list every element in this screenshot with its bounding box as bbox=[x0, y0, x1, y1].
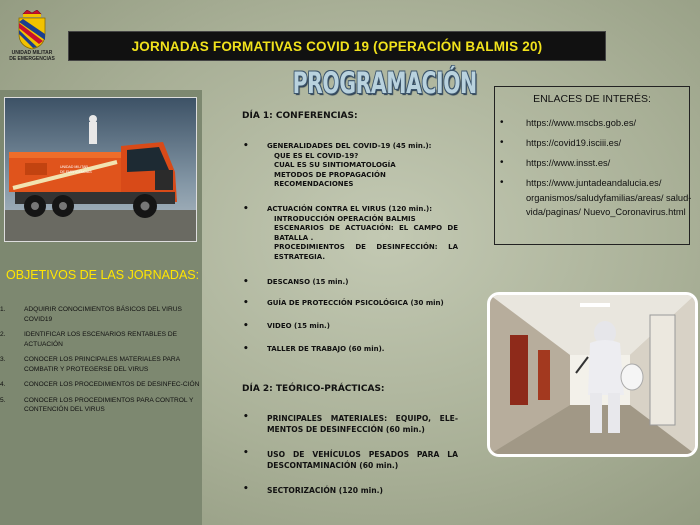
logo-text-2: DE EMERGENCIAS bbox=[9, 56, 55, 62]
list-item: 4. CONOCER LOS PROCEDIMIENTOS DE DESINFEC-CIÓN bbox=[0, 381, 200, 388]
list-item: 5. CONOCER LOS PROCEDIMIENTOS PARA CONTROL Y CONTENCIÓN DEL VIRUS bbox=[0, 396, 194, 413]
objetivos-list bbox=[0, 305, 200, 421]
page-title: JORNADAS FORMATIVAS COVID 19 (OPERACIÓN BALMIS 20) bbox=[131, 38, 543, 54]
enlaces-title: ENLACES DE INTERÉS: bbox=[533, 93, 651, 105]
dia1-title: DÍA 1: CONFERENCIAS: bbox=[242, 111, 358, 121]
list-item: 3. CONOCER LOS PRINCIPALES MATERIALES PARA COMBATIR Y PROTEGERSE DEL VIRUS bbox=[0, 356, 180, 373]
programacion-heading: PROGRAMACIÓN bbox=[292, 66, 477, 100]
list-item: 2. IDENTIFICAR LOS ESCENARIOS RENTABLES DE ACTUACIÓN bbox=[0, 331, 178, 348]
title-bar bbox=[68, 31, 606, 61]
dia2-title: DÍA 2: TEÓRICO-PRÁCTICAS: bbox=[242, 384, 385, 394]
shield-icon bbox=[17, 10, 47, 50]
objetivos-title: OBJETIVOS DE LAS JORNADAS: bbox=[6, 268, 200, 282]
truck-door-text-2: DE EMERGENCIAS bbox=[60, 170, 92, 174]
logo-text-1: UNIDAD MILITAR bbox=[11, 50, 53, 56]
truck-door-text-1: UNIDAD MILITAR bbox=[60, 165, 88, 169]
unidad-logo bbox=[8, 10, 56, 62]
list-item: 1. ADQUIRIR CONOCIMIENTOS BÁSICOS DEL VIRUS COVID19 bbox=[0, 306, 182, 323]
truck-photo bbox=[4, 97, 197, 242]
disinfection-photo bbox=[487, 292, 698, 457]
